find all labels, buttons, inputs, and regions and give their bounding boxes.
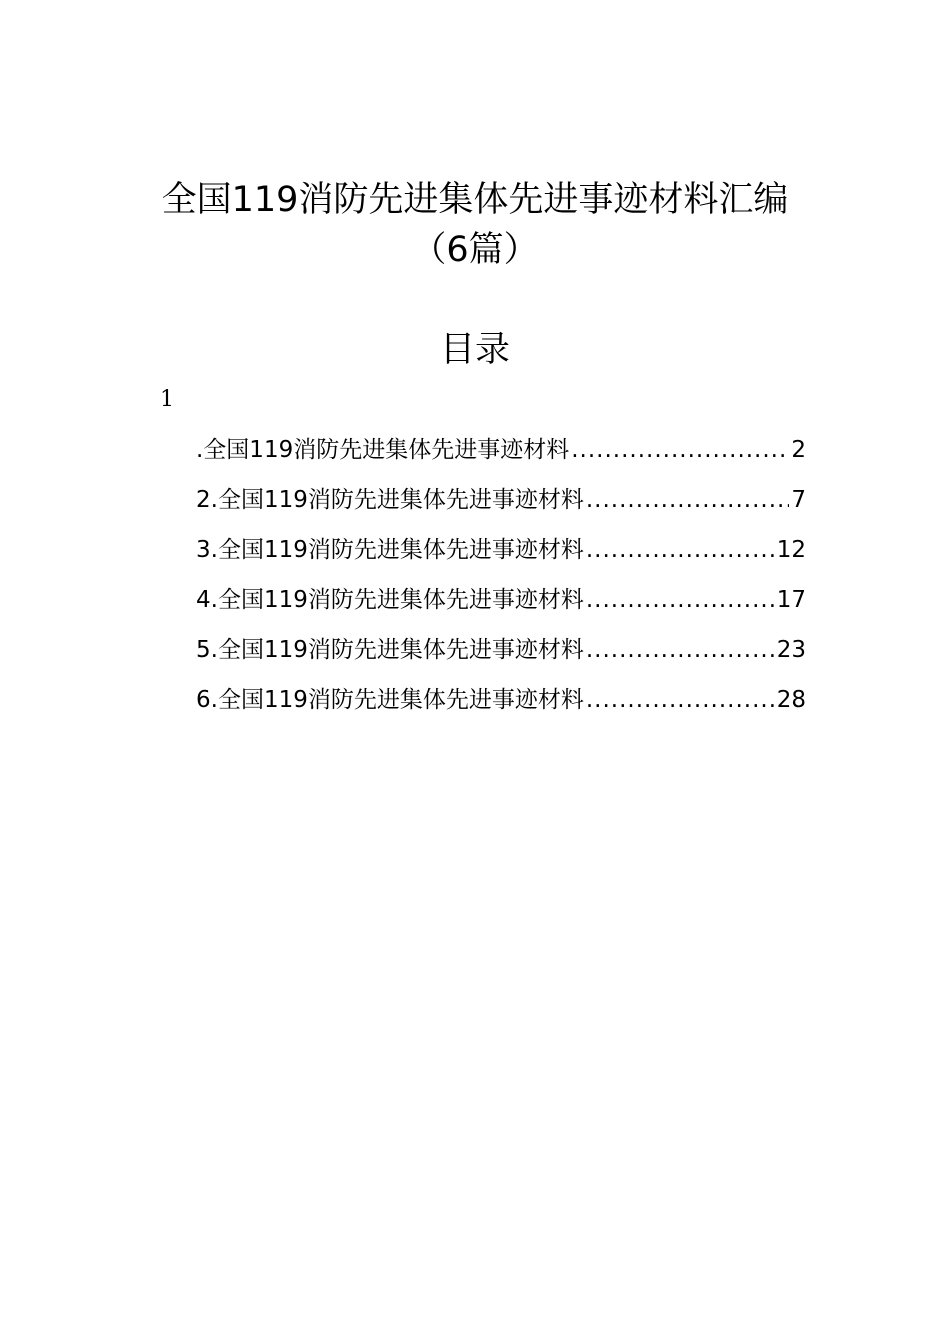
document-title-line-2: （6篇）: [411, 230, 539, 270]
toc-leader-dots: [586, 530, 775, 570]
list-number: 1: [160, 387, 174, 412]
toc-entry-title: 3.全国119消防先进集体先进事迹材料: [196, 537, 584, 563]
toc-entry-title: 6.全国119消防先进集体先进事迹材料: [196, 687, 584, 713]
toc-entry-3[interactable]: [196, 530, 806, 580]
toc-entry-page: 7: [791, 487, 806, 513]
toc-entry-title: .全国119消防先进集体先进事迹材料: [196, 437, 570, 463]
toc-heading: 目录: [439, 330, 510, 370]
document-title-line-1: 全国119消防先进集体先进事迹材料汇编: [161, 180, 789, 220]
toc-leader-dots: [586, 680, 775, 720]
toc-entry-page: 17: [776, 587, 806, 613]
table-of-contents: [196, 430, 806, 730]
toc-entry-5[interactable]: [196, 630, 806, 680]
toc-leader-dots: [586, 480, 790, 520]
toc-leader-dots: [586, 630, 775, 670]
toc-entry-4[interactable]: [196, 580, 806, 630]
toc-entry-title: 4.全国119消防先进集体先进事迹材料: [196, 587, 584, 613]
toc-entry-title: 5.全国119消防先进集体先进事迹材料: [196, 637, 584, 663]
toc-entry-1[interactable]: [196, 430, 806, 480]
toc-entry-page: 2: [791, 437, 806, 463]
toc-leader-dots: [586, 580, 775, 620]
toc-entry-page: 12: [776, 537, 806, 563]
toc-entry-page: 23: [776, 637, 806, 663]
toc-entry-page: 28: [776, 687, 806, 713]
toc-leader-dots: [571, 430, 789, 470]
toc-entry-6[interactable]: [196, 680, 806, 730]
toc-entry-title: 2.全国119消防先进集体先进事迹材料: [196, 487, 584, 513]
toc-entry-2[interactable]: [196, 480, 806, 530]
